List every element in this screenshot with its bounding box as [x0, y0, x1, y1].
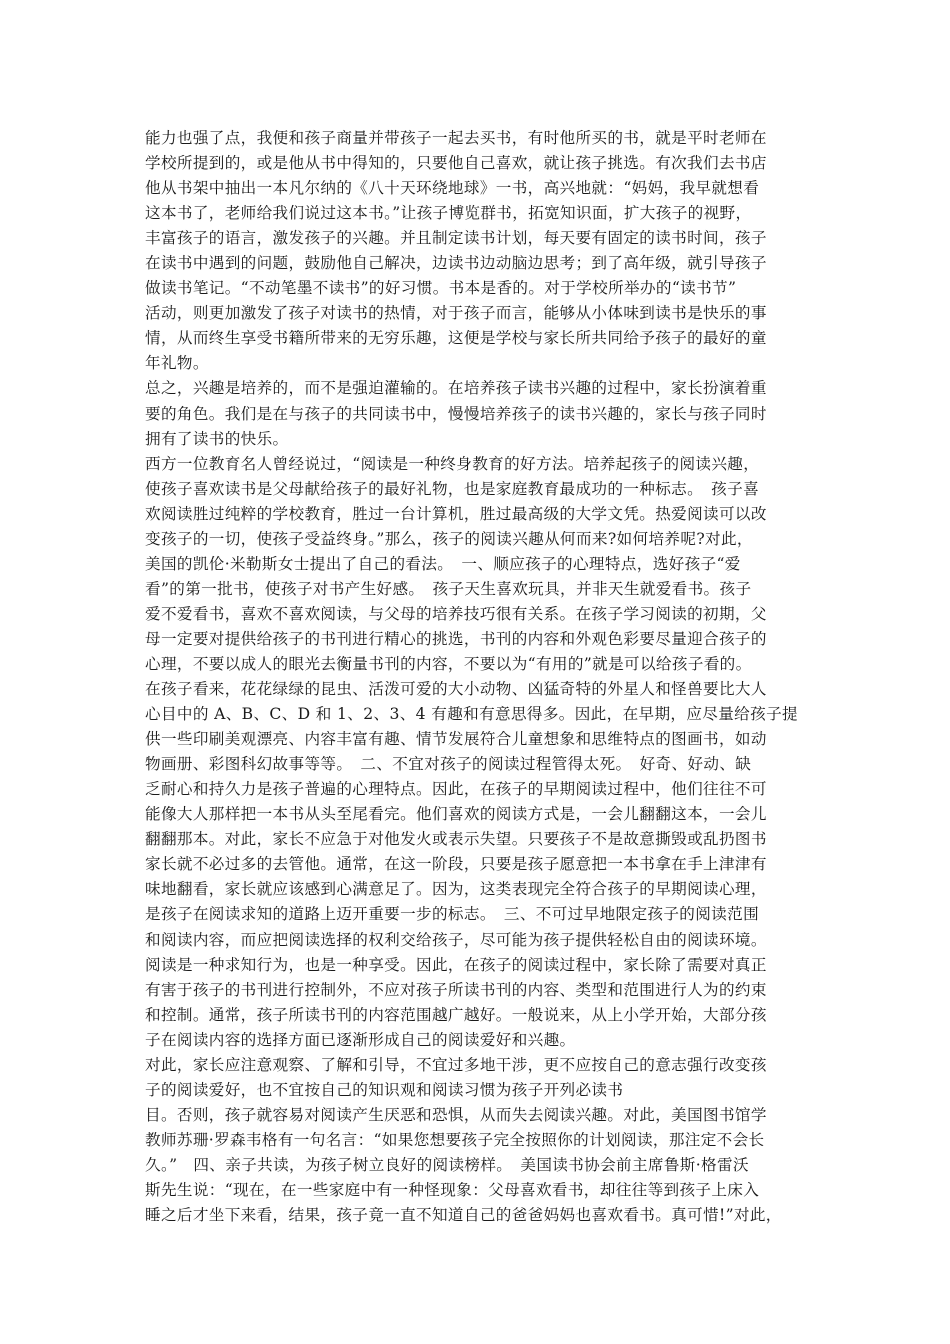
text-line: 他从书架中抽出一本凡尔纳的《八十天环绕地球》一书，高兴地就：“妈妈，我早就想看 [145, 179, 760, 198]
text-line: 学校所提到的，或是他从书中得知的，只要他自己喜欢，就让孩子挑选。有次我们去书店 [145, 154, 767, 173]
text-line: 西方一位教育名人曾经说过，“阅读是一种终身教育的好方法。培养起孩子的阅读兴趣， [145, 454, 760, 473]
text-line: 阅读是一种求知行为，也是一种享受。因此，在孩子的阅读过程中，家长除了需要对真正 [145, 955, 767, 974]
text-line: 能像大人那样把一本书从头至尾看完。他们喜欢的阅读方式是，一会儿翻翻这本，一会儿 [145, 805, 767, 824]
text-line: 翻翻那本。对此，家长不应急于对他发火或表示失望。只要孩子不是故意撕毁或乱扔图书 [145, 830, 767, 849]
text-line: 物画册、彩图科幻故事等等。 二、不宜对孩子的阅读过程管得太死。 好奇、好动、缺 [145, 755, 752, 774]
text-line: 和阅读内容，而应把阅读选择的权利交给孩子，尽可能为孩子提供轻松自由的阅读环境。 [145, 930, 767, 949]
text-line: 心理，不要以成人的眼光去衡量书刊的内容，不要以为“有用的”就是可以给孩子看的。 [145, 654, 752, 673]
text-line: 子的阅读爱好，也不宜按自己的知识观和阅读习惯为孩子开列必读书 [145, 1080, 624, 1099]
text-line: 在读书中遇到的问题，鼓励他自己解决，边读书边动脑边思考；到了高年级，就引导孩子 [145, 254, 767, 273]
text-line: 和控制。通常，孩子所读书刊的内容范围越广越好。一般说来，从上小学开始，大部分孩 [145, 1005, 767, 1024]
text-line: 年礼物。 [145, 354, 209, 373]
text-line: 母一定要对提供给孩子的书刊进行精心的挑选，书刊的内容和外观色彩要尽量迎合孩子的 [145, 629, 767, 648]
text-line: 活动，则更加激发了孩子对读书的热情，对于孩子而言，能够从小体味到读书是快乐的事 [145, 304, 767, 323]
text-line: 味地翻看，家长就应该感到心满意足了。因为，这类表现完全符合孩子的早期阅读心理， [145, 880, 767, 899]
text-line: 看”的第一批书，使孩子对书产生好感。 孩子天生喜欢玩具，并非天生就爱看书。孩子 [145, 579, 752, 598]
text-line: 供一些印刷美观漂亮、内容丰富有趣、情节发展符合儿童想象和思维特点的图画书，如动 [145, 730, 767, 749]
text-line: 心目中的 A、B、C、D 和 1、2、3、4 有趣和有意思得多。因此，在早期，应尽量给孩子提 [145, 705, 798, 724]
text-line: 斯先生说：“现在，在一些家庭中有一种怪现象：父母喜欢看书，却往往等到孩子上床入 [145, 1180, 760, 1199]
text-line: 欢阅读胜过纯粹的学校教育，胜过一台计算机，胜过最高级的大学文凭。热爱阅读可以改 [145, 504, 767, 523]
text-line: 目。否则，孩子就容易对阅读产生厌恶和恐惧，从而失去阅读兴趣。对此，美国图书馆学 [145, 1105, 767, 1124]
text-line: 教师苏珊·罗森韦格有一句名言：“如果您想要孩子完全按照你的计划阅读，那注定不会长 [145, 1130, 765, 1149]
text-line: 这本书了，老师给我们说过这本书。”让孩子博览群书，拓宽知识面，扩大孩子的视野， [145, 204, 752, 223]
text-line: 家长就不必过多的去管他。通常，在这一阶段，只要是孩子愿意把一本书拿在手上津津有 [145, 855, 767, 874]
text-line: 要的角色。我们是在与孩子的共同读书中，慢慢培养孩子的读书兴趣的，家长与孩子同时 [145, 404, 767, 423]
text-line: 变孩子的一切，使孩子受益终身。”那么，孩子的阅读兴趣从何而来?如何培养呢?对此， [145, 529, 753, 548]
text-line: 美国的凯伦·米勒斯女士提出了自己的看法。 一、顺应孩子的心理特点，选好孩子“爱 [145, 554, 741, 573]
text-line: 情，从而终生享受书籍所带来的无穷乐趣，这便是学校与家长所共同给予孩子的最好的童 [145, 329, 767, 348]
text-line: 能力也强了点，我便和孩子商量并带孩子一起去买书，有时他所买的书，就是平时老师在 [145, 129, 767, 147]
text-line: 久。” 四、亲子共读，为孩子树立良好的阅读榜样。 美国读书协会前主席鲁斯·格雷沃 [145, 1155, 749, 1174]
text-line: 对此，家长应注意观察、了解和引导，不宜过多地干涉，更不应按自己的意志强行改变孩 [145, 1055, 767, 1074]
text-line: 丰富孩子的语言，激发孩子的兴趣。并且制定读书计划，每天要有固定的读书时间，孩子 [145, 229, 767, 248]
text-line: 爱不爱看书，喜欢不喜欢阅读，与父母的培养技巧很有关系。在孩子学习阅读的初期，父 [145, 604, 767, 623]
text-line: 使孩子喜欢读书是父母献给孩子的最好礼物，也是家庭教育最成功的一种标志。 孩子喜 [145, 479, 760, 498]
text-line: 是孩子在阅读求知的道路上迈开重要一步的标志。 三、不可过早地限定孩子的阅读范围 [145, 905, 760, 924]
text-line: 拥有了读书的快乐。 [145, 429, 289, 448]
document-page [145, 126, 817, 1228]
text-line: 总之，兴趣是培养的，而不是强迫灌输的。在培养孩子读书兴趣的过程中，家长扮演着重 [145, 379, 767, 398]
text-line: 子在阅读内容的选择方面已逐渐形成自己的阅读爱好和兴趣。 [145, 1030, 576, 1049]
text-line: 有害于孩子的书刊进行控制外，不应对孩子所读书刊的内容、类型和范围进行人为的约束 [145, 980, 767, 999]
text-line: 睡之后才坐下来看，结果，孩子竟一直不知道自己的爸爸妈妈也喜欢看书。真可惜!”对此， [145, 1206, 782, 1225]
text-line: 做读书笔记。“不动笔墨不读书”的好习惯。书本是香的。对于学校所举办的“读书节” [145, 279, 737, 298]
text-line: 在孩子看来，花花绿绿的昆虫、活泼可爱的大小动物、凶猛奇特的外星人和怪兽要比大人 [145, 680, 767, 699]
text-line: 乏耐心和持久力是孩子普遍的心理特点。因此，在孩子的早期阅读过程中，他们往往不可 [145, 780, 767, 799]
